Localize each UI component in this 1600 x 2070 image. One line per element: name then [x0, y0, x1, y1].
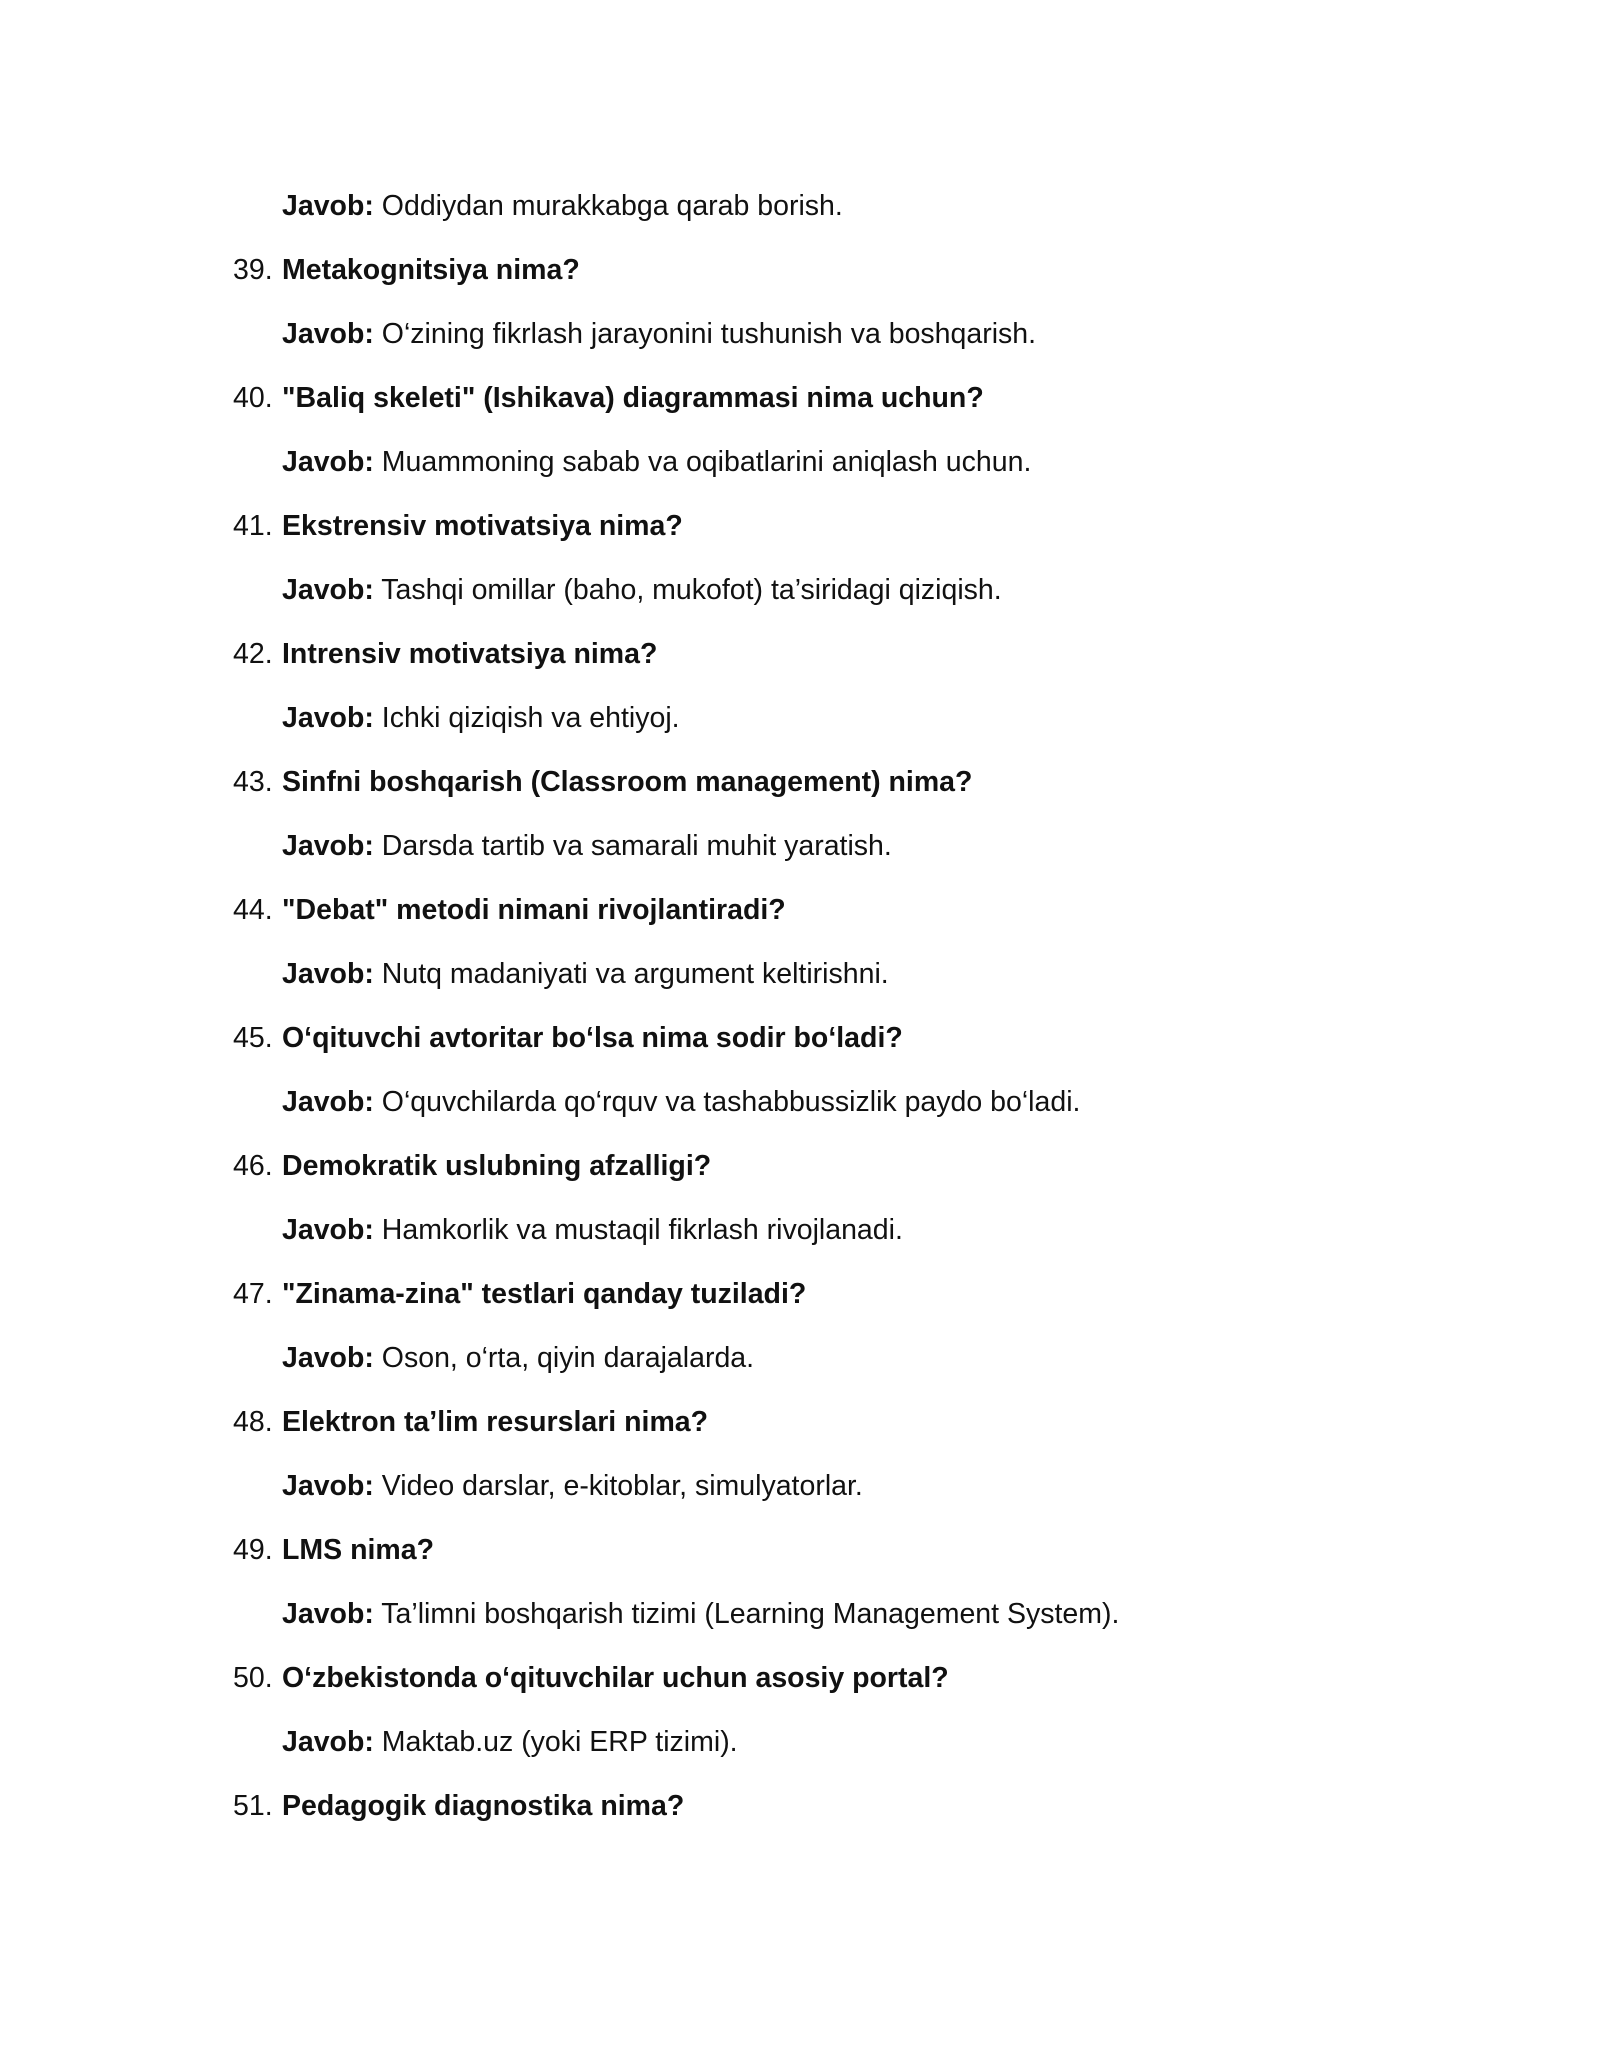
- answer-label: Javob:: [282, 1726, 374, 1758]
- question-number: 39.: [233, 254, 273, 286]
- question-line-51: [0, 1774, 1600, 1838]
- answer-line-41: [0, 558, 1600, 622]
- answer-label: Javob:: [282, 1598, 374, 1630]
- question-text: Metakognitsiya nima?: [282, 254, 580, 286]
- question-line-43: [0, 750, 1600, 814]
- answer-text: Nutq madaniyati va argument keltirishni.: [381, 958, 889, 990]
- answer-text: Hamkorlik va mustaqil fikrlash rivojlanadi.: [381, 1214, 903, 1246]
- answer-label: Javob:: [282, 1342, 374, 1374]
- answer-label: Javob:: [282, 190, 374, 222]
- answer-line-49: [0, 1582, 1600, 1646]
- answer-label: Javob:: [282, 318, 374, 350]
- question-number: 42.: [233, 638, 273, 670]
- question-line-50: [0, 1646, 1600, 1710]
- question-number: 49.: [233, 1534, 273, 1566]
- question-number: 51.: [233, 1790, 273, 1822]
- answer-text: Ichki qiziqish va ehtiyoj.: [381, 702, 680, 734]
- answer-text: O‘zining fikrlash jarayonini tushunish va boshqarish.: [381, 318, 1037, 350]
- answer-line: [0, 174, 1600, 238]
- question-line-41: [0, 494, 1600, 558]
- question-line-42: [0, 622, 1600, 686]
- answer-label: Javob:: [282, 958, 374, 990]
- answer-label: Javob:: [282, 702, 374, 734]
- question-line-45: [0, 1006, 1600, 1070]
- question-text: "Zinama-zina" testlari qanday tuziladi?: [282, 1278, 807, 1310]
- answer-line-45: [0, 1070, 1600, 1134]
- answer-text: Muammoning sabab va oqibatlarini aniqlash uchun.: [381, 446, 1032, 478]
- question-text: O‘qituvchi avtoritar bo‘lsa nima sodir bo‘ladi?: [282, 1022, 903, 1054]
- answer-text: Darsda tartib va samarali muhit yaratish.: [381, 830, 892, 862]
- answer-text: Video darslar, e-kitoblar, simulyatorlar.: [381, 1470, 863, 1502]
- question-text: Elektron ta’lim resurslari nima?: [282, 1406, 709, 1438]
- answer-line-50: [0, 1710, 1600, 1774]
- answer-line-47: [0, 1326, 1600, 1390]
- answer-label: Javob:: [282, 574, 374, 606]
- question-line-47: [0, 1262, 1600, 1326]
- answer-text: Tashqi omillar (baho, mukofot) ta’siridagi qiziqish.: [381, 574, 1002, 606]
- answer-label: Javob:: [282, 446, 374, 478]
- answer-line-42: [0, 686, 1600, 750]
- question-text: Ekstrensiv motivatsiya nima?: [282, 510, 683, 542]
- question-text: Demokratik uslubning afzalligi?: [282, 1150, 712, 1182]
- answer-line-44: [0, 942, 1600, 1006]
- question-number: 41.: [233, 510, 273, 542]
- question-text: "Baliq skeleti" (Ishikava) diagrammasi nima uchun?: [282, 382, 984, 414]
- question-text: Intrensiv motivatsiya nima?: [282, 638, 658, 670]
- question-number: 50.: [233, 1662, 273, 1694]
- question-number: 46.: [233, 1150, 273, 1182]
- answer-line-48: [0, 1454, 1600, 1518]
- question-line-39: [0, 238, 1600, 302]
- question-line-44: [0, 878, 1600, 942]
- question-text: Sinfni boshqarish (Classroom management) nima?: [282, 766, 973, 798]
- answer-text: Oson, o‘rta, qiyin darajalarda.: [381, 1342, 755, 1374]
- question-number: 43.: [233, 766, 273, 798]
- question-number: 48.: [233, 1406, 273, 1438]
- answer-text: O‘quvchilarda qo‘rquv va tashabbussizlik paydo bo‘ladi.: [381, 1086, 1081, 1118]
- qa-list: [0, 174, 1600, 1838]
- answer-line-46: [0, 1198, 1600, 1262]
- question-number: 40.: [233, 382, 273, 414]
- answer-label: Javob:: [282, 1470, 374, 1502]
- question-number: 44.: [233, 894, 273, 926]
- answer-line-40: [0, 430, 1600, 494]
- answer-line-39: [0, 302, 1600, 366]
- answer-line-43: [0, 814, 1600, 878]
- question-line-40: [0, 366, 1600, 430]
- answer-label: Javob:: [282, 830, 374, 862]
- answer-label: Javob:: [282, 1086, 374, 1118]
- question-line-48: [0, 1390, 1600, 1454]
- answer-label: Javob:: [282, 1214, 374, 1246]
- answer-text: Maktab.uz (yoki ERP tizimi).: [381, 1726, 738, 1758]
- question-text: LMS nima?: [282, 1534, 435, 1566]
- question-number: 47.: [233, 1278, 273, 1310]
- question-line-46: [0, 1134, 1600, 1198]
- question-line-49: [0, 1518, 1600, 1582]
- question-text: Pedagogik diagnostika nima?: [282, 1790, 685, 1822]
- answer-text: Oddiydan murakkabga qarab borish.: [381, 190, 843, 222]
- answer-text: Ta’limni boshqarish tizimi (Learning Management System).: [381, 1598, 1120, 1630]
- question-text: "Debat" metodi nimani rivojlantiradi?: [282, 894, 786, 926]
- question-text: O‘zbekistonda o‘qituvchilar uchun asosiy portal?: [282, 1662, 949, 1694]
- question-number: 45.: [233, 1022, 273, 1054]
